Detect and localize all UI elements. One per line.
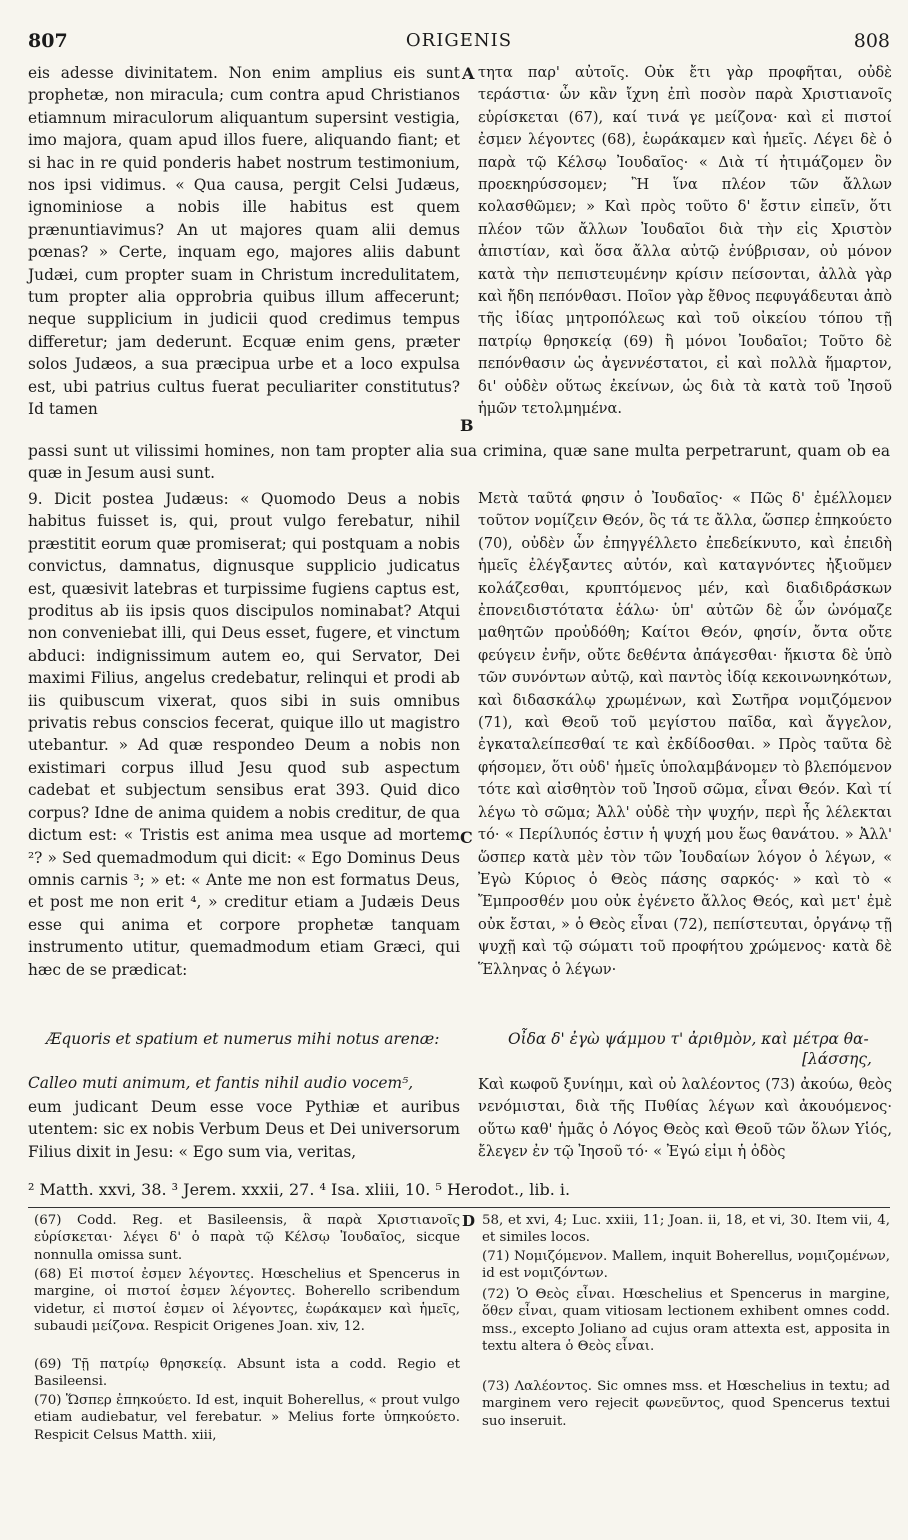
note-67: (67) Codd. Reg. et Basileensis, ἃ παρὰ Χριστιανοῖς εὑρίσκεται· λέγει δ' ὁ παρὰ τῷ Κέλσῳ Ἰουδαῖος, sicque nonnulla omissa sunt.	[34, 1213, 460, 1263]
note-73: (73) Λαλέοντος. Sic omnes mss. et Hœschelius in textu; ad marginem vero rejecit φωνεῦντος, quod Spencerus textui suo inseruit.	[482, 1379, 890, 1429]
footnote-divider	[28, 1207, 890, 1208]
running-title: ORIGENIS	[405, 30, 513, 51]
note-69: (69) Τῇ πατρίῳ θρησκείᾳ. Absunt ista a codd. Regio et Basileensi.	[34, 1357, 460, 1390]
left-page-number: 807	[28, 30, 68, 52]
latin-full-width-line: passi sunt ut vilissimi homines, non tam propter alia sua crimina, quæ sane multa perpetrarunt, quam ob ea quæ in Jesum ausi sunt.	[28, 442, 890, 483]
latin-verse-line-1: Æquoris et spatium et numerus mihi notus arenæ:	[46, 1030, 440, 1048]
note-68: (68) Εἰ πιστοί ἐσμεν λέγοντες. Hœschelius et Spencerus in margine, οἱ πιστοί ἐσμεν λέγοντες. Boherello scribendum videtur, εἰ πιστοί ἐσμεν οἱ λέγοντες, ἑωράκαμεν καὶ ἡμεῖς, subaudi μείζονα. Respicit Origenes Joan. xiv, 12.	[34, 1267, 460, 1335]
right-page-number: 808	[853, 30, 890, 52]
greek-text-block-1: τητα παρ' αὐτοῖς. Οὐκ ἔτι γὰρ προφῆται, οὐδὲ τεράστια· ὧν κἂν ἴχνη ἐπὶ ποσὸν παρὰ Χριστιανοῖς εὑρίσκεται (67), καί τινά γε μείζονα· καὶ εἰ πιστοί ἐσμεν λέγοντες (68), ἑωράκαμεν καὶ ἡμεῖς. Λέγει δὲ ὁ παρὰ τῷ Κέλσῳ Ἰουδαῖος· « Διὰ τί ἠτιμάζομεν ὃν προεκηρύσσομεν; Ἢ ἵνα πλέον τῶν ἄλλων κολασθῶμεν; » Καὶ πρὸς τοῦτο δ' ἔστιν εἰπεῖν, ὅτι πλέον τῶν ἄλλων Ἰουδαῖοι διὰ τὴν εἰς Χριστὸν ἀπιστίαν, καὶ ὅσα ἄλλα αὐτῷ ἐνύβρισαν, οὐ μόνον κατὰ τὴν πεπιστευμένην κρίσιν πείσονται, ἀλλὰ γὰρ καὶ ἤδη πεπόνθασι. Ποῖον γὰρ ἔθνος πεφυγάδευται ἀπὸ τῆς ἰδίας μητροπόλεως καὶ τοῦ οἰκείου τόπου τῇ πατρίῳ θρησκείᾳ (69) ἢ μόνοι Ἰουδαῖοι; Τοῦτο δὲ πεπόνθασιν ὡς ἀγεννέστατοι, εἰ καὶ πολλὰ ἥμαρτον, δι' οὐδὲν οὕτως ἐκείνων, ὡς διὰ τὰ κατὰ τοῦ Ἰησοῦ ἡμῶν τετολμημένα.	[478, 64, 892, 418]
note-70: (70) Ὥσπερ ἐπηκούετο. Id est, inquit Boherellus, « prout vulgo etiam audiebatur, vel ferebatur. » Melius forte ὑπηκούετο. Respicit Celsus Matth. xiii,	[34, 1393, 460, 1443]
greek-text-block-2: Μετὰ ταῦτά φησιν ὁ Ἰουδαῖος· « Πῶς δ' ἐμέλλομεν τοῦτον νομίζειν Θεόν, ὃς τά τε ἄλλα, ὥσπερ ἐπηκούετο (70), οὐδὲν ὧν ἐπηγγέλλετο ἐπεδείκνυτο, καὶ ἐπειδὴ ἡμεῖς ἐλέγξαντες αὐτόν, καὶ καταγνόντες ἠξιοῦμεν κολάζεσθαι, κρυπτόμενος μέν, καὶ διαδιδράσκων ἐπονειδιστότατα ἑάλω· ὑπ' αὐτῶν δὲ ὧν ὠνόμαζε μαθητῶν προὐδόθη; Καίτοι Θεόν, φησίν, ὄντα οὔτε φεύγειν ἐνῆν, οὔτε δεθέντα ἀπάγεσθαι· ἥκιστα δὲ ὑπὸ τῶν συνόντων αὐτῷ, καὶ παντὸς ἰδίᾳ κεκοινωνηκότων, καὶ διδασκάλῳ χρωμένων, καὶ Σωτῆρα νομιζόμενον (71), καὶ Θεοῦ τοῦ μεγίστου παῖδα, καὶ ἄγγελον, ἐγκαταλείπεσθαί τε καὶ ἐκδίδοσθαι. » Πρὸς ταῦτα δὲ φήσομεν, ὅτι οὐδ' ἡμεῖς ὑπολαμβάνομεν τὸ βλεπόμενον τότε καὶ αἰσθητὸν τοῦ Ἰησοῦ σῶμα, εἶναι Θεόν. Καὶ τί λέγω τὸ σῶμα; Ἀλλ' οὐδὲ τὴν ψυχήν, περὶ ἧς λέλεκται τό· « Περίλυπός ἐστιν ἡ ψυχή μου ἕως θανάτου. » Ἀλλ' ὥσπερ κατὰ μὲν τὸν τῶν Ἰουδαίων λόγον ὁ λέγων, « Ἐγὼ Κύριος ὁ Θεὸς πάσης σαρκός· » καὶ τὸ « Ἔμπροσθέν μου οὐκ ἐγένετο ἄλλος Θεός, καὶ μετ' ἐμὲ οὐκ ἔσται, » ὁ Θεὸς εἶναι (72), πεπίστευται, ὀργάνῳ τῇ ψυχῇ καὶ τῷ σώματι τοῦ προφήτου χρώμενος· κατὰ δὲ Ἕλληνας ὁ λέγων·	[478, 490, 892, 978]
note-70-continuation: 58, et xvi, 4; Luc. xxiii, 11; Joan. ii, 18, et vi, 30. Item vii, 4, et similes locos.	[482, 1213, 890, 1246]
greek-verse-line-1: Οἶδα δ' ἐγὼ ψάμμου τ' ἀριθμὸν, καὶ μέτρα θα-	[508, 1030, 869, 1048]
margin-mark-a: A	[462, 64, 475, 83]
margin-mark-d: D	[462, 1212, 476, 1230]
latin-verse-line-2: Calleo muti animum, et fantis nihil audio vocem⁵,	[28, 1074, 414, 1092]
latin-text-block-2: 9. Dicit postea Judæus: « Quomodo Deus a nobis habitus fuisset is, qui, prout vulgo ferebatur, nihil præstitit eorum quæ promiserat; qui postquam a nobis convictus, damnatus, dignusque supplicio judicatus est, quæsivit latebras et turpissime fugiens captus est, proditus ab iis ipsis quos discipulos nominabat? Atqui non conveniebat illi, qui Deus esset, fugere, et vinctum abduci: indignissimum autem eo, qui Servator, Dei maximi Filius, angelus credebatur, relinqui et prodi ab iis quibuscum vixerat, quos sibi in suis omnibus privatis rebus conscios fecerat, quique illo ut magistro utebantur. » Ad quæ respondeo Deum a nobis non existimari corpus illud Jesu quod sub aspectum cadebat et subjectum sensibus erat 393. Quid dico corpus? Idne de anima quidem a nobis creditur, de qua dictum est: « Tristis est anima mea usque ad mortem ²? » Sed quemadmodum qui dicit: « Ego Dominus Deus omnis carnis ³; » et: « Ante me non est formatus Deus, et post me non erit ⁴, » creditur etiam a Judæis Deus esse qui anima et corpore prophetæ tanquam instrumento utitur, quemadmodum etiam Græci, qui hæc de se prædicat:	[28, 490, 460, 979]
margin-mark-b: B	[460, 416, 474, 435]
latin-text-block-1: eis adesse divinitatem. Non enim amplius eis sunt prophetæ, non miracula; cum contra apud Christianos etiamnum miraculorum aliquantum supersint vestigia, imo majora, quam apud illos fuere, aliquando fiant; et si hac in re quid ponderis habet nostrum testimonium, nos ipsi vidimus. « Qua causa, pergit Celsi Judæus, ignominiose a nobis ille habitus est quem prænuntiavimus? An ut majores quam alii demus pœnas? » Certe, inquam ego, majores aliis dabunt Judæi, cum propter suam in Christum incredulitatem, tum propter alia opprobria quibus illum affecerunt; neque supplicium in judicii quod credimus tempus differetur; jam dederunt. Ecquæ enim gens, præter solos Judæos, a sua præcipua urbe et a loco expulsa est, ubi patrius cultus fuerat peculiariter constitutus? Id tamen	[28, 64, 460, 419]
greek-verse-line-1-continuation: [λάσσης,	[802, 1050, 872, 1068]
page-header	[28, 30, 890, 56]
note-72: (72) Ὁ Θεὸς εἶναι. Hœschelius et Spencerus in margine, ὅθεν εἶναι, quam vitiosam lectionem exhibent omnes codd. mss., excepto Joliano ad cujus oram attexta est, apposita in textu altera ὁ Θεὸς εἶναι.	[482, 1287, 890, 1355]
latin-text-block-3: eum judicant Deum esse voce Pythiæ et auribus utentem: sic ex nobis Verbum Deus et Dei universorum Filius dixit in Jesu: « Ego sum via, veritas,	[28, 1098, 460, 1161]
greek-text-block-3: Καὶ κωφοῦ ξυνίημι, καὶ οὐ λαλέοντος (73) ἀκούω, θεὸς νενόμισται, διὰ τῆς Πυθίας λέγων καὶ ἀκουόμενος· οὕτω καθ' ἡμᾶς ὁ Λόγος Θεὸς καὶ Θεοῦ τῶν ὅλων Υἱός, ἔλεγεν ἐν τῷ Ἰησοῦ τό· « Ἐγώ εἰμι ἡ ὁδὸς	[478, 1076, 892, 1161]
note-71: (71) Νομιζόμενον. Mallem, inquit Boherellus, νομιζομένων, id est νομιζόντων.	[482, 1249, 890, 1282]
scripture-footnotes: ² Matth. xxvi, 38. ³ Jerem. xxxii, 27. ⁴ Isa. xliii, 10. ⁵ Herodot., lib. i.	[28, 1180, 571, 1199]
margin-mark-c: C	[460, 828, 473, 847]
